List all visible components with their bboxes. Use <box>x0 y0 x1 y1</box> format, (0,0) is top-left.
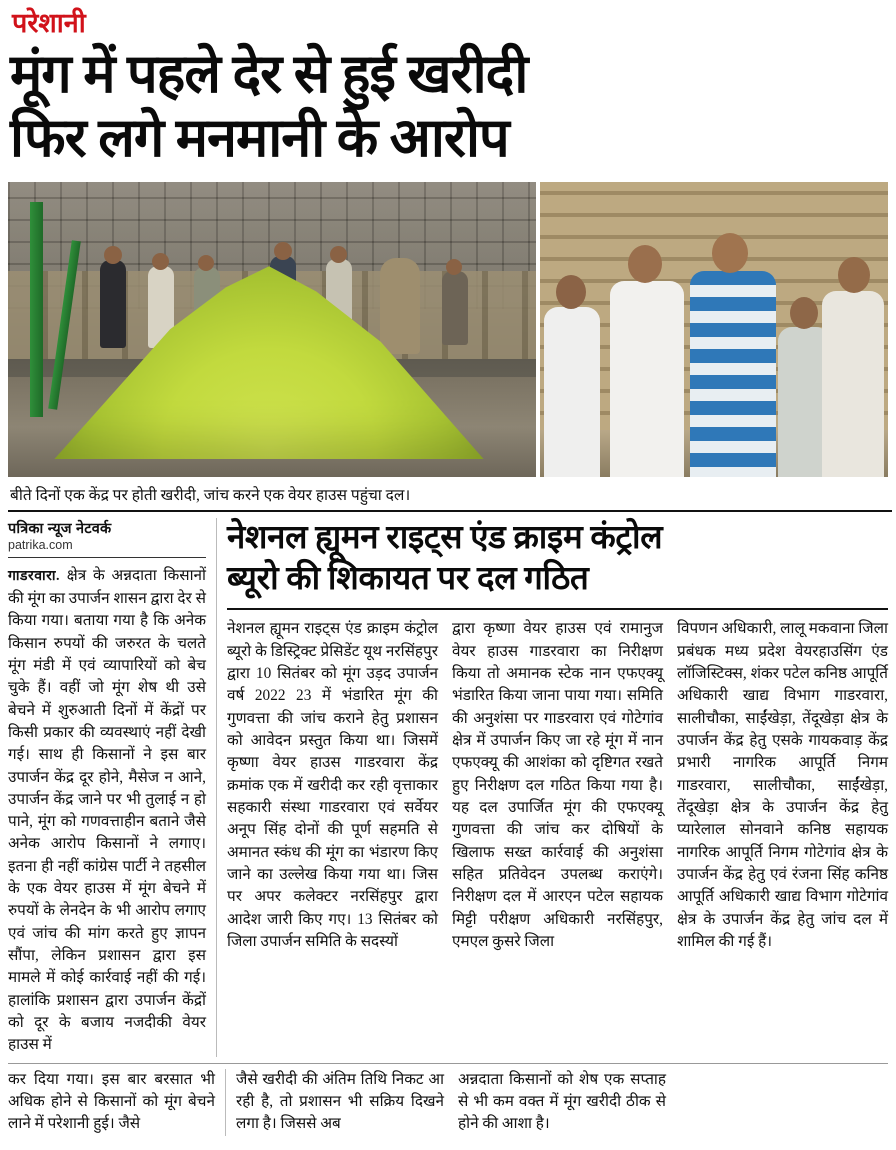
sub-headline-line-1: नेशनल ह्यूमन राइट्स एंड क्राइम कंट्रोल <box>227 520 663 557</box>
byline-site: patrika.com <box>8 538 206 558</box>
dateline: गाडरवारा. <box>8 569 60 585</box>
lead-text: क्षेत्र के अन्नदाता किसानों की मूंग का उपार्जन शासन द्वारा देर से किया गया। बताया गया है कि अनेक किसान रुपयों की जरुरत के चलते मूंग मंडी में एवं व्यापारियों को बेच चुके हैं। वहीं जो मूंग शेष थी उसे बेचने में शुरुआती दिनों में केंद्रों पर किसी प्रकार की व्यवस्थाएं नहीं देखी गई। साथ ही किसानों ने इस बार उपार्जन केंद्र दूर होने, मैसेज न आने, उपार्जन केंद्र जाने पर भी तुलाई न हो पाने, मूंग को गणवत्ताहीन बताने जैसे अनेक आरोप किसानों ने लगाए। इतना ही नहीं कांग्रेस पार्टी ने तहसील के एक वेयर हाउस में मूंग बेचने में रुपयों के लेनदेन के भी आरोप लगाए एवं जांच की मांग करते हुए ज्ञापन सौंपा, लेकिन प्रशासन द्वारा इस मामले में कोई कार्रवाई नहीं की गई। हालांकि प्रशासन द्वारा उपार्जन केंद्रों को दूर के बजाय नजदीकी वेयर हाउस में <box>8 567 206 1054</box>
page-title <box>8 37 888 180</box>
continuation-columns <box>226 1069 888 1136</box>
photo-inspection-team <box>540 182 888 477</box>
article-body <box>8 518 888 1056</box>
kicker-label: परेशानी <box>12 8 86 38</box>
continuation-column-3 <box>680 1069 888 1136</box>
article-continuation <box>8 1069 888 1136</box>
sub-headline-line-2: ब्यूरो की शिकायत पर दल गठित <box>227 561 589 598</box>
lead-paragraph <box>8 565 206 1056</box>
continuation-column-2: अन्नदाता किसानों को शेष एक सप्ताह से भी कम वक्त में मूंग खरीदी ठीक से होने की आशा है। <box>458 1070 666 1133</box>
photo-caption: बीते दिनों एक केंद्र पर होती खरीदी, जांच करने एक वेयर हाउस पहुंचा दल। <box>8 477 892 512</box>
bottom-divider <box>8 1063 888 1064</box>
photo-strip <box>8 182 888 477</box>
sub-headline <box>227 518 888 610</box>
sidebar-story <box>217 518 888 1056</box>
story-column-2: द्वारा कृष्णा वेयर हाउस एवं रामानुज वेयर हाउस गाडरवारा का निरीक्षण किया तो अमानक स्टेक नान एफएक्यू भंडारित किया जाना पाया गया। समिति की अनुशंसा पर गाडरवारा एवं गोटेगांव क्षेत्र में उपार्जन किए जा रहे मूंग में नान एफएक्यू की आशंका को दृष्टिगत रखते हुए निरीक्षण दल गठित किया गया है। यह दल उपार्जित मूंग की एफएक्यू गुणवत्ता की जांच कर दोषियों के खिलाफ सख्त कार्रवाई की अनुशंसा सहित प्रतिवेदन उपलब्ध कराएंगे। निरीक्षण दल में आरएन पटेल सहायक मिट्टी परीक्षण अधिकारी नरसिंहपुर, एमएल कुसरे जिला <box>452 620 663 950</box>
headline-line-1: मूंग में पहले देर से हुई खरीदी <box>10 44 528 104</box>
continuation-column-0: कर दिया गया। इस बार बरसात भी अधिक होने से किसानों को मूंग बेचने लाने में परेशानी हुई। जैसे <box>8 1069 226 1136</box>
continuation-column-1: जैसे खरीदी की अंतिम तिथि निकट आ रही है, तो प्रशासन भी सक्रिय दिखने लगा है। जिससे अब <box>236 1070 444 1133</box>
story-column-3: विपणन अधिकारी, लालू मकवाना जिला प्रबंधक मध्य प्रदेश वेयरहाउसिंग एंड लॉजिस्टिक्स, शंकर पटेल कनिष्ठ आपूर्ति अधिकारी खाद्य विभाग गाडरवारा, सालीचौका, साईंखेड़ा, तेंदूखेड़ा क्षेत्र के उपार्जन केंद्र हेतु एसके गायकवाड़ केंद्र प्रभारी नागरिक आपूर्ति निगम गाडरवारा, सालीचौका, साईंखेड़ा, तेंदूखेड़ा क्षेत्र के उपार्जन केंद्र हेतु प्यारेलाल सोनवाने कनिष्ठ सहायक नागरिक आपूर्ति निगम गोटेगांव क्षेत्र के उपार्जन केंद्र हेतु एवं रंजना सिंह कनिष्ठ आपूर्ति अधिकारी खाद्य विभाग गोटेगांव क्षेत्र के उपार्जन केंद्र हेतु जांच दल में शामिल की गई हैं। <box>677 620 888 950</box>
lead-column <box>8 518 217 1056</box>
headline-line-2: फिर लगे मनमानी के आरोप <box>10 107 509 168</box>
story-column-1: नेशनल ह्यूमन राइट्स एंड क्राइम कंट्रोल ब्यूरो के डिस्ट्रिक्ट प्रेसिडेंट यूथ नरसिंहपुर द्वारा 10 सितंबर को मूंग उड़द उपार्जन वर्ष 2022 23 में भंडारित मूंग की गुणवत्ता की जांच कराने हेतु प्रशासन को आवेदन प्रस्तुत किया था। जिसमें कृष्णा वेयर हाउस गाडरवारा केंद्र क्रमांक एक में खरीदी कर रही वृत्ताकार सहकारी संस्था गाडरवारा एवं सर्वेयर अनूप सिंह दोनों की पूर्ण सहमति से अमानत स्कंध की मूंग का भंडारण किए जाने का उल्लेख किया गया था। जिस पर अपर कलेक्टर नरसिंहपुर द्वारा आदेश जारी किए गए। 13 सितंबर को जिला उपार्जन समिति के सदस्यों <box>227 620 438 950</box>
photo-moong-heap <box>8 182 536 477</box>
story-columns <box>227 618 888 953</box>
byline-network: पत्रिका न्यूज नेटवर्क <box>8 521 112 538</box>
